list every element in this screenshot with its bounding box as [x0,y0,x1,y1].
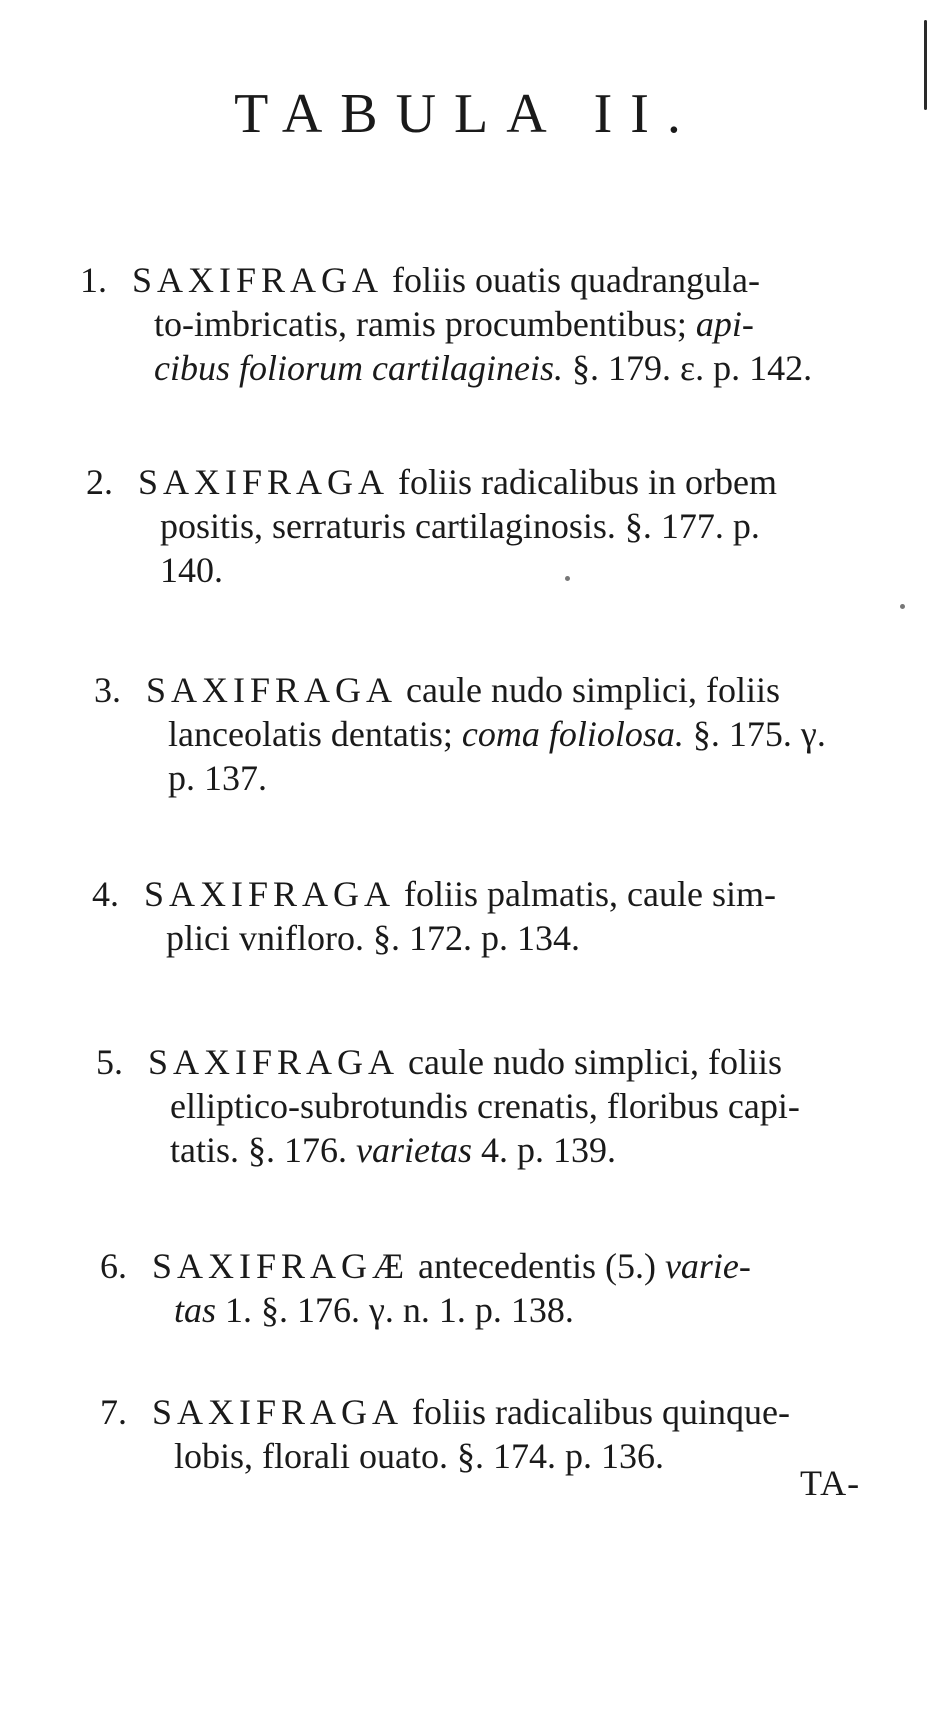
entry-number: 2. [86,462,113,502]
entry-line [96,1128,886,1172]
entry-text: 4. p. 139. [471,1130,616,1170]
genus-name: SAXIFRAGA [146,670,398,710]
entry-line [100,1244,890,1288]
entry-line [92,872,882,916]
genus-name: SAXIFRAGA [138,462,390,502]
entry-number: 4. [92,874,119,914]
entry-text: 140. [160,550,223,590]
entry-text: caule nudo simplici, foliis [399,1042,782,1082]
entry-text: lobis, florali ouato. §. 174. p. 136. [174,1436,664,1476]
entry-text: foliis radicalibus in orbem [389,462,777,502]
entry-text: §. 179. ε. p. 142. [563,348,813,388]
entry-text: positis, serraturis cartilaginosis. §. 177. p. [160,506,760,546]
entry-1 [80,258,870,390]
entry-italic-text: api- [695,304,754,344]
entry-number: 1. [80,260,107,300]
entry-line [80,258,870,302]
entry-line [96,1084,886,1128]
entry-italic-text: cibus foliorum cartilagineis. [154,348,563,388]
entry-line [100,1288,890,1332]
entry-line [96,1040,886,1084]
entry-6 [100,1244,890,1332]
entry-7 [100,1390,890,1478]
entry-text: foliis ouatis quadrangula- [383,260,760,300]
paper-speck [565,576,570,581]
entry-number: 7. [100,1392,127,1432]
entry-5 [96,1040,886,1172]
entry-text: §. 175. γ. [683,714,826,754]
entry-italic-text: coma foliolosa. [461,714,684,754]
entry-line [92,916,882,960]
entry-4 [92,872,882,960]
entry-line [86,548,876,592]
entry-text: foliis palmatis, caule sim- [395,874,776,914]
genus-name: SAXIFRAGA [152,1392,404,1432]
entry-3 [94,668,884,800]
entry-italic-text: varietas [356,1130,472,1170]
entry-italic-text: varie- [664,1246,751,1286]
entry-text: lanceolatis dentatis; [168,714,462,754]
entry-line [94,668,884,712]
entry-text: p. 137. [168,758,267,798]
genus-name: SAXIFRAGA [148,1042,400,1082]
genus-name: SAXIFRAGA [132,260,384,300]
entry-line [94,756,884,800]
entry-line [100,1434,890,1478]
entry-number: 3. [94,670,121,710]
entry-text: elliptico-subrotundis crenatis, floribus capi- [170,1086,800,1126]
entry-text: plici vnifloro. §. 172. p. 134. [166,918,580,958]
paper-speck [900,604,905,609]
entry-line [86,460,876,504]
entry-text: foliis radicalibus quinque- [403,1392,790,1432]
entry-2 [86,460,876,592]
entry-text: antecedentis (5.) [409,1246,665,1286]
entry-line [80,346,870,390]
entry-text: caule nudo simplici, foliis [397,670,780,710]
entry-line [86,504,876,548]
page-title: TABULA II. [234,83,699,145]
entry-number: 5. [96,1042,123,1082]
entry-line [94,712,884,756]
entry-number: 6. [100,1246,127,1286]
entry-text: to-imbricatis, ramis procumbentibus; [154,304,696,344]
entry-line [100,1390,890,1434]
entry-line [80,302,870,346]
entry-italic-text: tas [174,1290,217,1330]
catchword: TA- [800,1463,861,1503]
genus-name: SAXIFRAGA [144,874,396,914]
genus-name: SAXIFRAGÆ [152,1246,410,1286]
entry-text: 1. §. 176. γ. n. 1. p. 138. [216,1290,574,1330]
entry-text: tatis. §. 176. [170,1130,356,1170]
